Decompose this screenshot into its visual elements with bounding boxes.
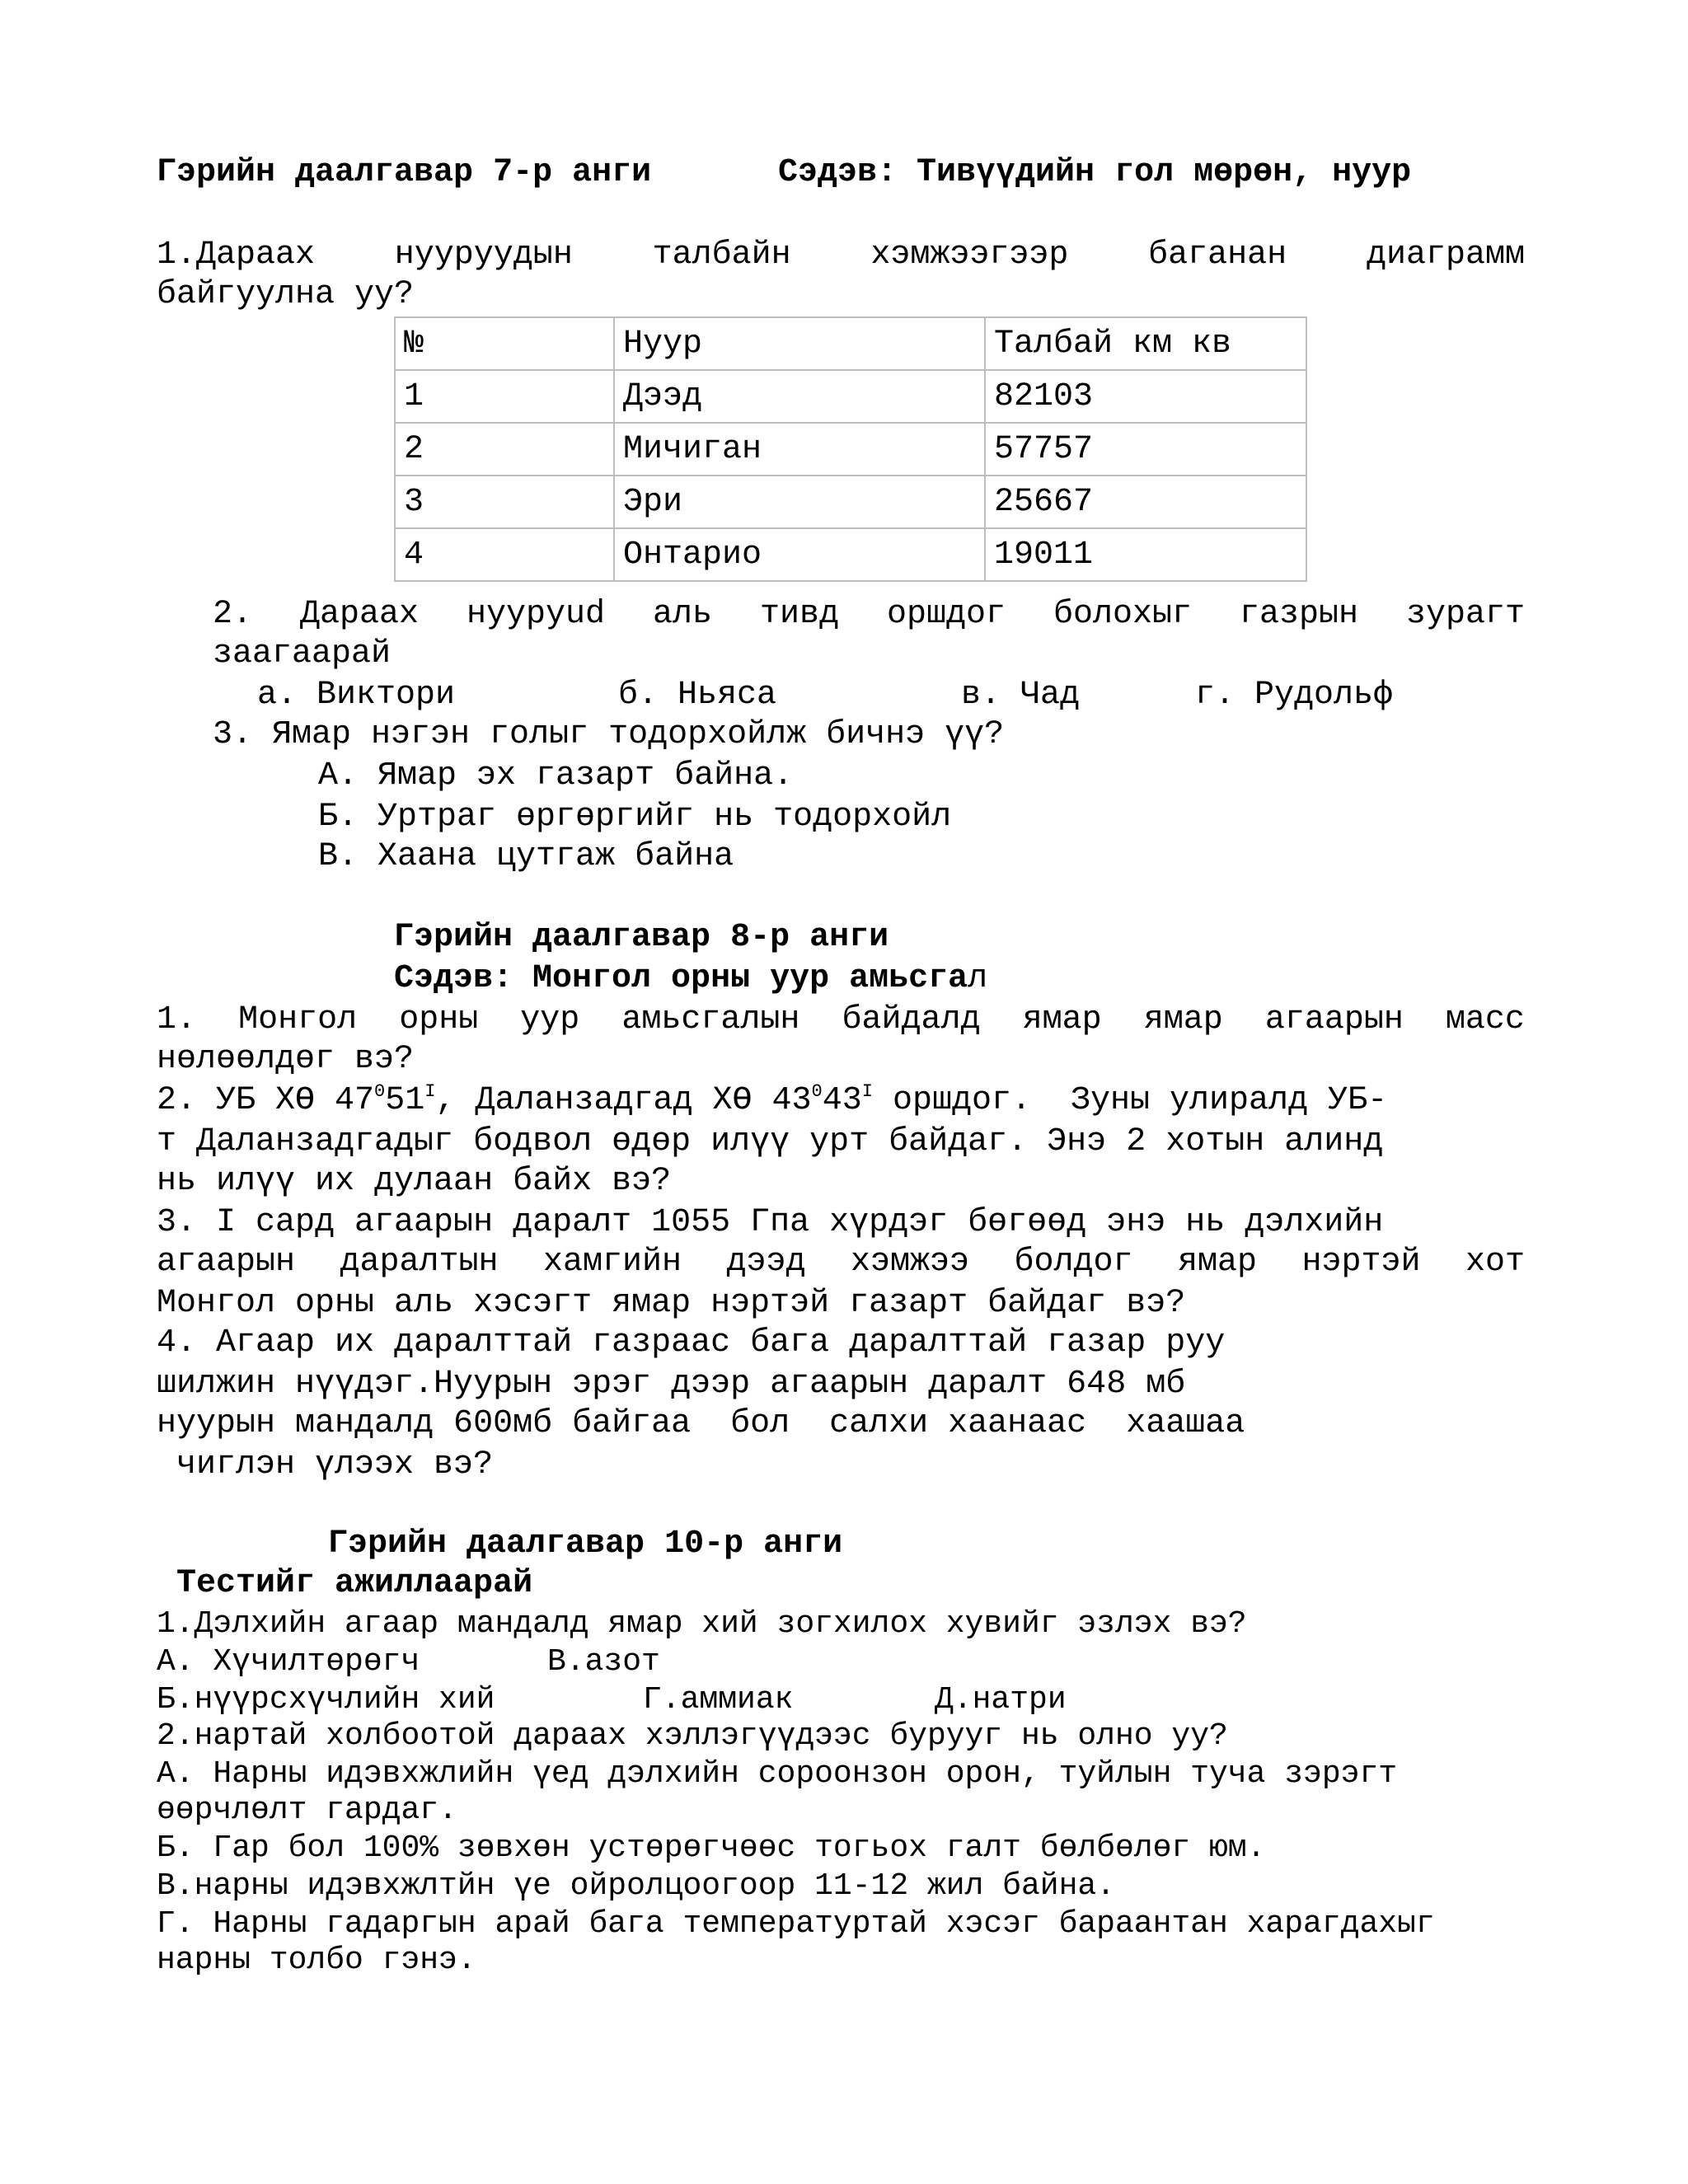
grade10-q1-option-g: Г.аммиак <box>643 1682 794 1718</box>
grade8-topic <box>394 959 987 999</box>
table-cell: Эри <box>614 476 985 528</box>
word: ямар <box>1022 1001 1102 1038</box>
table-header-cell: Талбай км кв <box>985 317 1306 370</box>
grade10-q2-option-a-cont: өөрчлөлт гардаг. <box>157 1793 457 1828</box>
word: даралтын <box>340 1244 499 1281</box>
grade7-topic: Сэдэв: Тивүүдийн гол мөрөн, нуур <box>778 154 1412 191</box>
grade10-q2-option-a: А. Нарны идэвхжлийн үед дэлхийн сороонзон орон, туйлын туча зэрэгт <box>157 1756 1398 1792</box>
grade8-topic-bold: Сэдэв: Монгол орны уур амьсга <box>394 960 968 997</box>
table-row <box>395 423 1306 476</box>
word: Монгол <box>238 1001 358 1038</box>
table-cell: Дээд <box>614 370 985 423</box>
word: хамгийн <box>543 1244 682 1281</box>
word: хэмжээгээр <box>870 237 1069 274</box>
word: тивд <box>759 596 839 633</box>
table-row <box>395 528 1306 581</box>
table-cell: Онтарио <box>614 528 985 581</box>
word: нууруud <box>466 596 606 633</box>
option-v: в. Чад <box>961 677 1081 714</box>
lakes-table <box>394 316 1307 582</box>
grade7-question-1-cont: байгуулна уу? <box>157 276 415 313</box>
grade8-question-3-cont <box>157 1243 1525 1282</box>
word: масс <box>1445 1001 1525 1038</box>
degree-mark: 0 <box>811 1081 823 1102</box>
grade8-question-4-cont: нуурын мандалд 600мб байгаа бол салхи хаанаас хаашаа <box>157 1405 1245 1442</box>
word: 1.Дараах <box>157 237 316 274</box>
word: ямар <box>1143 1001 1223 1038</box>
grade10-title: Гэрийн даалгавар 10-р анги <box>328 1526 843 1563</box>
word: уур <box>520 1001 580 1038</box>
table-cell: 19011 <box>985 528 1306 581</box>
grade8-title: Гэрийн даалгавар 8-р анги <box>394 919 889 956</box>
grade8-question-2 <box>157 1081 1387 1121</box>
text: 2. УБ ХӨ 47 <box>157 1082 375 1119</box>
grade7-question-3-item: Б. Уртраг өргөргийг нь тодорхойл <box>318 799 952 836</box>
grade10-q1-option-d: Д.натри <box>935 1682 1067 1718</box>
word: хэмжээ <box>850 1244 970 1281</box>
table-cell: 82103 <box>985 370 1306 423</box>
word: 2. <box>213 596 253 633</box>
grade10-q2-option-v: В.нарны идэвхжлтйн үе ойролцоогоор 11-12 жил байна. <box>157 1868 1115 1904</box>
grade7-question-3-item: В. Хаана цутгаж байна <box>318 838 734 875</box>
word: нэртэй <box>1301 1244 1421 1281</box>
word: нууруудын <box>394 237 573 274</box>
word: байдалд <box>842 1001 981 1038</box>
word: болохыг <box>1053 596 1192 633</box>
table-header-row <box>395 317 1306 370</box>
table-cell: 25667 <box>985 476 1306 528</box>
grade8-question-4: 4. Агаар их даралттай газраас бага даралттай газар руу <box>157 1324 1226 1361</box>
word: орны <box>399 1001 479 1038</box>
word: оршдог <box>886 596 1006 633</box>
table-cell: 2 <box>395 423 614 476</box>
table-cell: 1 <box>395 370 614 423</box>
text: 43 <box>822 1082 862 1119</box>
table-header-cell: № <box>395 317 614 370</box>
table-cell: 57757 <box>985 423 1306 476</box>
grade8-topic-tail: л <box>968 960 988 997</box>
grade8-question-2-cont: т Даланзадгадыг бодвол өдөр илүү урт байдаг. Энэ 2 хотын алинд <box>157 1123 1384 1160</box>
grade7-question-2-cont: заагаарай <box>213 635 392 673</box>
word: газрын <box>1239 596 1358 633</box>
table-cell: Мичиган <box>614 423 985 476</box>
grade10-q1-option-b: Б.нүүрсхүчлийн хий <box>157 1682 495 1718</box>
table-cell: 3 <box>395 476 614 528</box>
grade7-title: Гэрийн даалгавар 7-р анги <box>157 154 652 191</box>
word: ямар <box>1177 1244 1257 1281</box>
grade10-q1-option-v: В.азот <box>547 1644 660 1680</box>
word: баганан <box>1148 237 1287 274</box>
grade8-question-3-cont: Монгол орны аль хэсэгт ямар нэртэй газарт байдаг вэ? <box>157 1285 1186 1322</box>
word: 1. <box>157 1001 197 1038</box>
word: аль <box>652 596 712 633</box>
grade8-question-2-cont: нь илүү их дулаан байх вэ? <box>157 1163 672 1200</box>
table-row <box>395 370 1306 423</box>
grade10-q2-option-g: Г. Нарны гадаргын арай бага температуртай хэсэг бараантан харагдахыг <box>157 1906 1435 1942</box>
grade8-question-4-cont: шилжин нүүдэг.Нуурын эрэг дээр агаарын даралт 648 мб <box>157 1366 1186 1403</box>
table-header-cell: Нуур <box>614 317 985 370</box>
minute-mark: I <box>424 1081 436 1102</box>
text: 51 <box>385 1082 425 1119</box>
grade7-question-2 <box>213 595 1525 635</box>
grade10-question-1: 1.Дэлхийн агаар мандалд ямар хий зогхилох хувийг эзлэх вэ? <box>157 1606 1247 1642</box>
grade8-question-4-cont: чиглэн үлээх вэ? <box>157 1446 494 1483</box>
word: дээд <box>726 1244 806 1281</box>
word: агаарын <box>157 1244 296 1281</box>
table-row <box>395 476 1306 528</box>
word: Дараах <box>299 596 420 633</box>
table-cell: 4 <box>395 528 614 581</box>
grade7-question-1 <box>157 236 1525 275</box>
word: хот <box>1465 1244 1525 1281</box>
option-a: а. Виктори <box>257 677 456 714</box>
text: оршдог. Зуны улиралд УБ- <box>872 1082 1388 1119</box>
word: амьсгалын <box>621 1001 800 1038</box>
grade10-q1-option-a: А. Хүчилтөрөгч <box>157 1644 420 1680</box>
grade7-question-3: 3. Ямар нэгэн голыг тодорхойлж бичнэ үү? <box>213 716 1005 753</box>
grade8-question-1 <box>157 1001 1525 1040</box>
grade10-subtitle: Тестийг ажиллаарай <box>176 1565 533 1602</box>
grade8-question-1-cont: нөлөөлдөг вэ? <box>157 1041 415 1078</box>
word: талбайн <box>652 237 791 274</box>
word: агаарын <box>1264 1001 1404 1038</box>
option-b: б. Ньяса <box>618 677 777 714</box>
degree-mark: 0 <box>374 1081 386 1102</box>
word: диаграмм <box>1366 237 1525 274</box>
grade10-question-2: 2.нартай холбоотой дараах хэллэгүүдээс бурууг нь олно уу? <box>157 1718 1228 1754</box>
grade8-question-3: 3. I сард агаарын даралт 1055 Гпа хүрдэг бөгөөд энэ нь дэлхийн <box>157 1204 1384 1241</box>
grade7-question-3-item: А. Ямар эх газарт байна. <box>318 757 794 794</box>
grade10-q2-option-g-cont: нарны толбо гэнэ. <box>157 1943 476 1978</box>
word: болдог <box>1014 1244 1133 1281</box>
text: , Даланзадгад ХӨ 43 <box>435 1082 812 1119</box>
grade10-q2-option-b: Б. Гар бол 100% зөвхөн устөрөгчөөс тогьох галт бөлбөлөг юм. <box>157 1830 1266 1866</box>
word: зурагт <box>1405 596 1525 633</box>
option-g: г. Рудольф <box>1195 677 1394 714</box>
minute-mark: I <box>861 1081 873 1102</box>
